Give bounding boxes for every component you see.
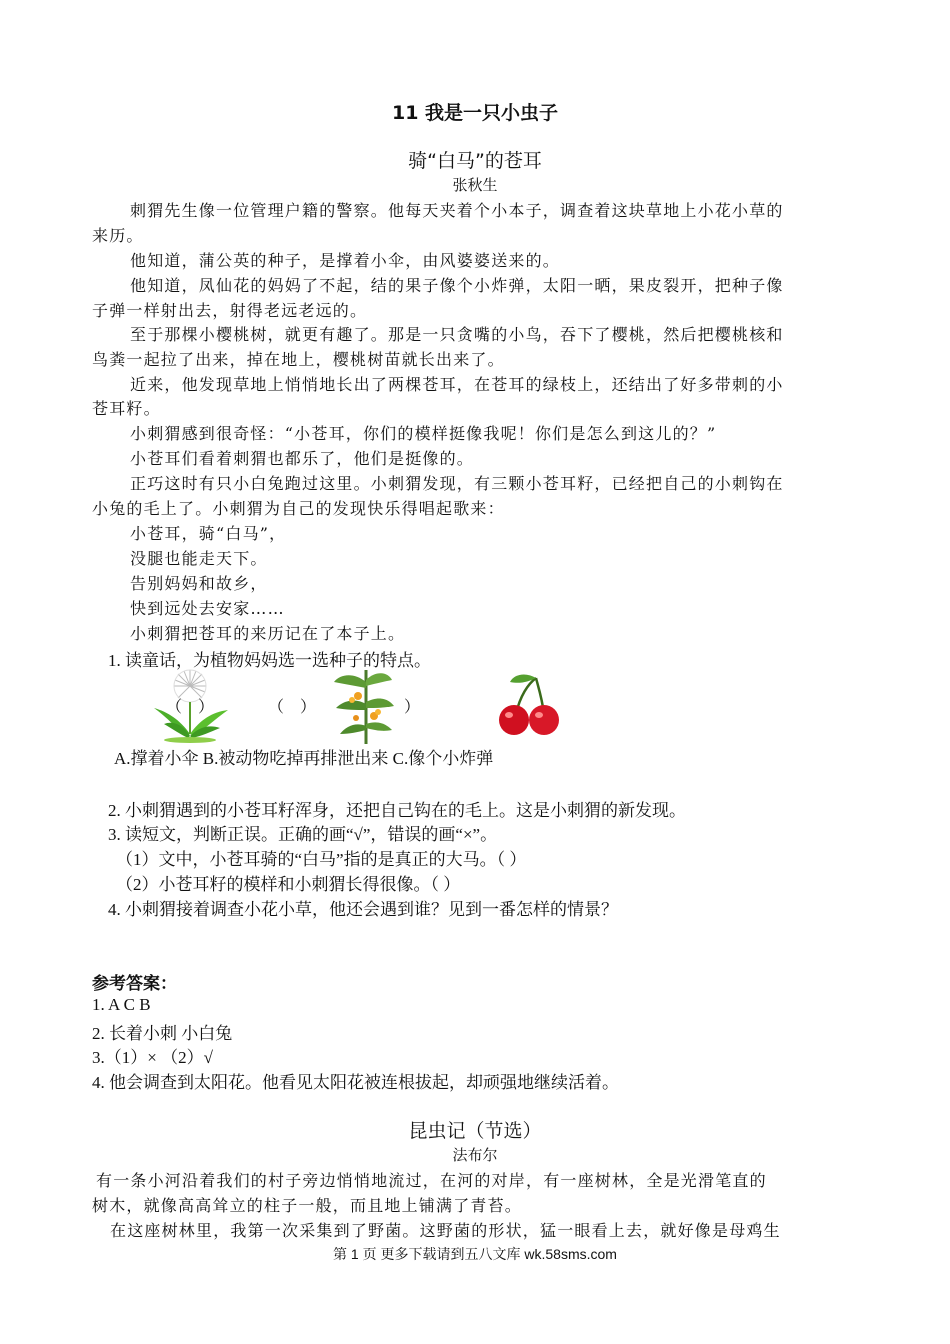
question-3-2: （2）小苍耳籽的模样和小刺猬长得很像。（ ）: [116, 875, 461, 894]
paragraph-line: 刺猬先生像一位管理户籍的警察。他每天夹着个小本子，调查着这块草地上小花小草的: [130, 201, 784, 220]
paragraph-line: 小刺猬感到很奇怪：“小苍耳，你们的模样挺像我呢！你们是怎么到这儿的？”: [130, 424, 717, 443]
poem-line: 快到远处去安家……: [130, 599, 285, 618]
paragraph-line: 苍耳籽。: [92, 399, 161, 418]
paragraph-line: 正巧这时有只小白兔跑过这里。小刺猬发现，有三颗小苍耳籽，已经把自己的小刺钩在: [130, 474, 784, 493]
answer-4: 4. 他会调查到太阳花。他看见太阳花被连根拔起，却顽强地继续活着。: [92, 1073, 619, 1092]
paragraph-line: 在这座树林里，我第一次采集到了野菌。这野菌的形状，猛一眼看上去，就好像是母鸡生: [110, 1221, 781, 1240]
paragraph-line: 他知道，蒲公英的种子，是撑着小伞，由风婆婆送来的。: [130, 251, 561, 270]
question-1: 1. 读童话，为植物妈妈选一选种子的特点。: [108, 651, 431, 670]
paragraph-line: 树木，就像高高耸立的柱子一般，而且地上铺满了青苔。: [92, 1196, 523, 1215]
page-footer: 第 1 页 更多下载请到五八文库 wk.58sms.com: [333, 1246, 617, 1262]
paragraph-line: 小刺猬把苍耳的来历记在了本子上。: [130, 624, 406, 643]
answers-heading: 参考答案：: [92, 974, 177, 994]
paragraph-line: 子弹一样射出去，射得老远老远的。: [92, 301, 368, 320]
answer-3: 3.（1）× （2）√: [92, 1048, 213, 1067]
answer-2: 2. 长着小刺 小白兔: [92, 1024, 233, 1043]
answer-blank[interactable]: （ ）: [166, 699, 215, 716]
poem-line: 小苍耳，骑“白马”，: [130, 524, 287, 543]
paragraph-line: 他知道，凤仙花的妈妈了不起，结的果子像个小炸弹，太阳一晒，果皮裂开，把种子像: [130, 276, 784, 295]
choices: A.撑着小伞 B.被动物吃掉再排泄出来 C.像个小炸弹: [114, 749, 494, 768]
story2-author: 法布尔: [452, 1146, 498, 1164]
cherry-icon: [496, 670, 564, 736]
lesson-title: 11 我是一只小虫子: [391, 102, 559, 124]
question-4: 4. 小刺猬接着调查小花小草，他还会遇到谁？见到一番怎样的情景？: [108, 900, 618, 919]
paragraph-line: 至于那棵小樱桃树，就更有趣了。那是一只贪嘴的小鸟，吞下了樱桃，然后把樱桃核和: [130, 325, 784, 344]
story-author: 张秋生: [452, 176, 498, 194]
story-title: 骑“白马”的苍耳: [408, 150, 542, 172]
paragraph-line: 来历。: [92, 226, 144, 245]
paragraph-line: 小兔的毛上了。小刺猬为自己的发现快乐得唱起歌来：: [92, 499, 505, 518]
paragraph-line: 小苍耳们看着刺猬也都乐了，他们是挺像的。: [130, 449, 475, 468]
paragraph-line: 鸟粪一起拉了出来，掉在地上，樱桃树苗就长出来了。: [92, 350, 505, 369]
story2-title: 昆虫记（节选）: [408, 1120, 542, 1142]
question-2: 2. 小刺猬遇到的小苍耳籽浑身，还把自己钩在的毛上。这是小刺猬的新发现。: [108, 801, 686, 820]
balsam-plant-icon: [330, 668, 396, 746]
poem-line: 没腿也能走天下。: [130, 549, 268, 568]
answer-blank[interactable]: ）: [404, 699, 421, 716]
paragraph-line: 近来，他发现草地上悄悄地长出了两棵苍耳，在苍耳的绿枝上，还结出了好多带刺的小: [130, 375, 784, 394]
answer-1: 1. A C B: [92, 995, 151, 1014]
question-3: 3. 读短文，判断正误。正确的画“√”，错误的画“×”。: [108, 825, 498, 844]
answer-blank[interactable]: （ ）: [268, 699, 317, 716]
paragraph-line: 有一条小河沿着我们的村子旁边悄悄地流过，在河的对岸，有一座树林，全是光滑笔直的: [96, 1171, 767, 1190]
poem-line: 告别妈妈和故乡，: [130, 574, 268, 593]
question-3-1: （1）文中，小苍耳骑的“白马”指的是真正的大马。（ ）: [116, 850, 527, 869]
